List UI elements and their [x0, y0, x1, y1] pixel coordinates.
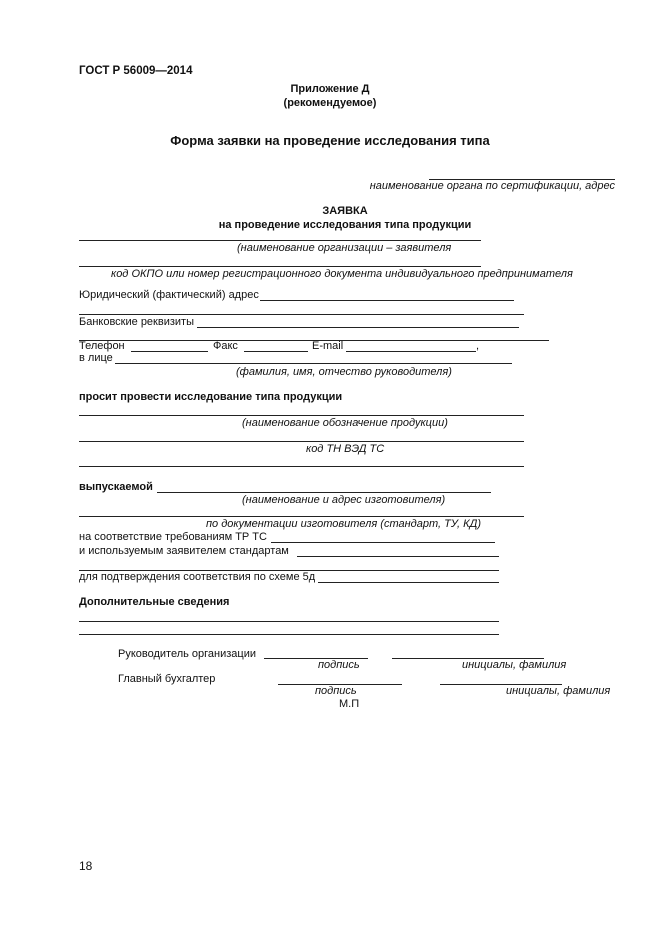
manufacturer-line [157, 492, 491, 493]
additional-info-line-1 [79, 621, 499, 622]
standards-line [297, 556, 499, 557]
person-line [115, 363, 512, 364]
standard-code: ГОСТ Р 56009—2014 [79, 65, 193, 77]
addressee-caption: наименование органа по сертификации, адрес [369, 180, 615, 192]
okpo-line [79, 266, 481, 267]
fax-line [244, 351, 308, 352]
okpo-caption: код ОКПО или номер регистрационного документа индивидуального предпринимателя [111, 268, 573, 280]
produced-label: выпускаемой [79, 481, 153, 493]
accountant-initials-caption: инициалы, фамилия [506, 685, 611, 697]
tn-ved-caption: код ТН ВЭД ТС [306, 443, 385, 455]
compliance-tr-label: на соответствие требованиям ТР ТС [79, 531, 267, 543]
product-extra-line [79, 466, 524, 467]
head-initials-caption: инициалы, фамилия [462, 659, 567, 671]
documentation-caption: по документации изготовителя (стандарт, ТУ, КД) [206, 518, 482, 530]
scheme-line [318, 582, 499, 583]
bank-details-line [197, 327, 519, 328]
phone-line [131, 351, 208, 352]
legal-address-label: Юридический (фактический) адрес [79, 289, 259, 301]
org-name-line [79, 240, 481, 241]
head-label: Руководитель организации [118, 648, 257, 660]
product-designation-line [79, 415, 524, 416]
requests-label: просит провести исследование типа продукции [79, 391, 343, 403]
standards-label: и используемым заявителем стандартам [79, 545, 289, 557]
compliance-tr-line [271, 542, 495, 543]
application-title: ЗАЯВКА [322, 205, 368, 217]
documentation-line [79, 516, 524, 517]
appendix-title: Приложение Д [290, 83, 370, 95]
appendix-note: (рекомендуемое) [283, 97, 377, 109]
head-signature-caption: подпись [318, 659, 360, 671]
accountant-signature-caption: подпись [315, 685, 357, 697]
legal-address-line [260, 300, 514, 301]
email-label: E-mail [312, 340, 344, 352]
application-subtitle: на проведение исследования типа продукции [218, 219, 472, 231]
address-extra-line [79, 314, 524, 315]
bank-details-label: Банковские реквизиты [79, 316, 194, 328]
manufacturer-caption: (наименование и адрес изготовителя) [242, 494, 446, 506]
product-designation-caption: (наименование обозначение продукции) [242, 417, 448, 429]
additional-info-line-2 [79, 634, 499, 635]
fax-label: Факс [213, 340, 238, 352]
scheme-label: для подтверждения соответствия по схеме 5д [79, 571, 316, 583]
form-title: Форма заявки на проведение исследования типа [170, 133, 490, 148]
phone-label: Телефон [79, 340, 125, 352]
person-label: в лице [79, 352, 113, 364]
org-name-caption: (наименование организации – заявителя [237, 242, 452, 254]
page-number: 18 [79, 859, 93, 873]
stamp-label: М.П [339, 698, 360, 710]
accountant-label: Главный бухгалтер [118, 673, 216, 685]
tn-ved-line [79, 441, 524, 442]
additional-info-label: Дополнительные сведения [79, 596, 230, 608]
email-line [346, 351, 476, 352]
person-caption: (фамилия, имя, отчество руководителя) [236, 366, 452, 378]
email-comma: , [476, 340, 480, 352]
